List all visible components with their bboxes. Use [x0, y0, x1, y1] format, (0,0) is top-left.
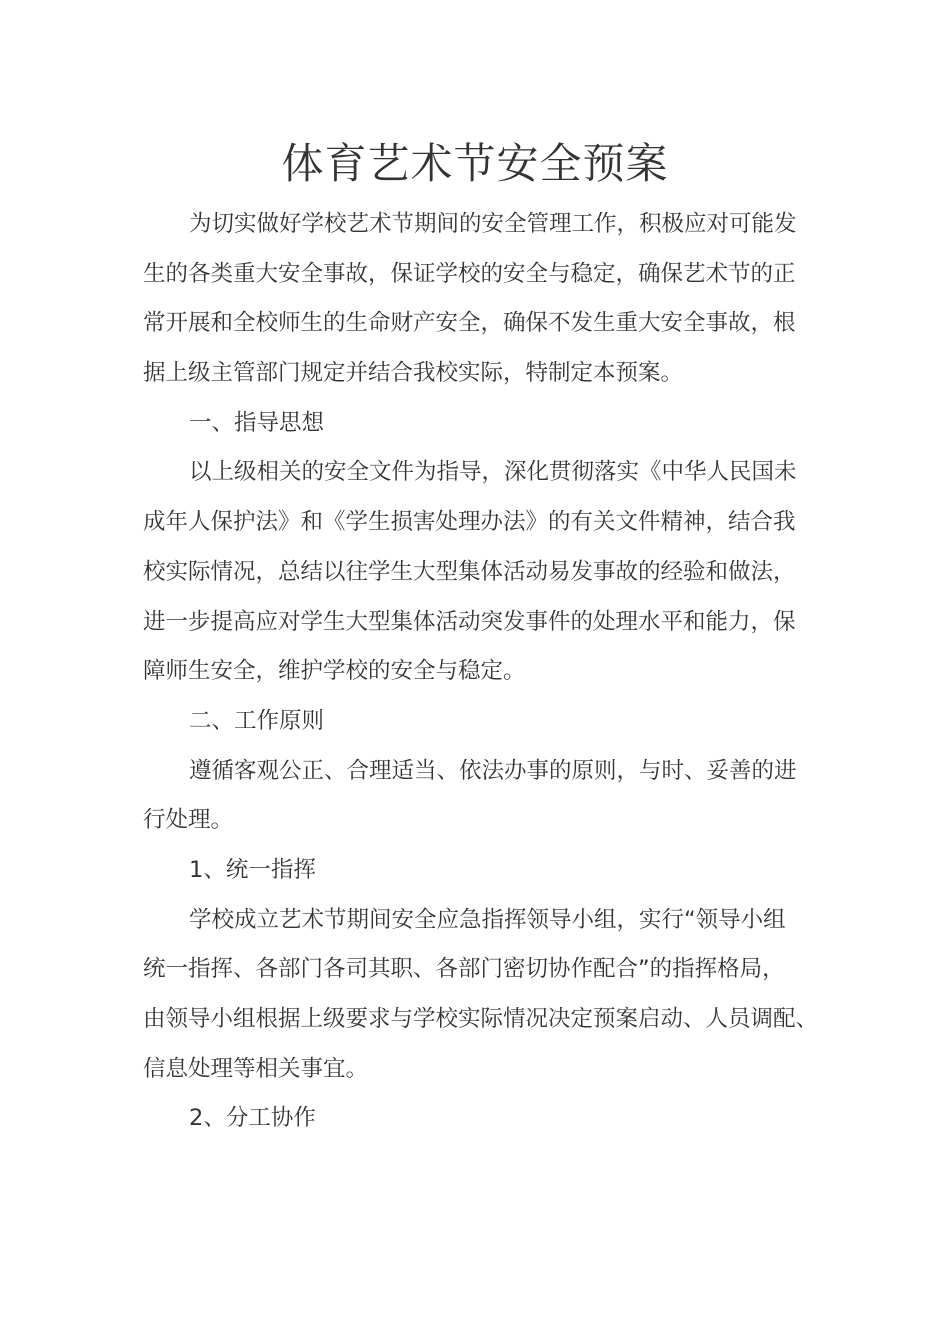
document-title: 体育艺术节安全预案: [281, 139, 669, 188]
guiding-paragraph-line: 以上级相关的安全文件为指导，深化贯彻落实《中华人民国未: [189, 459, 797, 486]
subheading-division-of-labor: 2、分工协作: [189, 1105, 316, 1132]
intro-paragraph-line: 为切实做好学校艺术节期间的安全管理工作，积极应对可能发: [189, 211, 797, 237]
command-paragraph-line: 统一指挥、各部门各司其职、各部门密切协作配合”的指挥格局，: [143, 956, 785, 983]
section-heading-work-principles: 二、工作原则: [189, 707, 325, 734]
subheading-unified-command: 1、统一指挥: [189, 856, 316, 883]
command-paragraph-line: 学校成立艺术节期间安全应急指挥领导小组，实行“领导小组: [189, 906, 786, 933]
guiding-paragraph-line: 进一步提高应对学生大型集体活动突发事件的处理水平和能力，保: [143, 608, 796, 635]
command-paragraph-line: 信息处理等相关事宜。: [143, 1055, 369, 1082]
guiding-paragraph-line: 障师生安全，维护学校的安全与稳定。: [143, 658, 526, 685]
intro-paragraph-line: 生的各类重大安全事故，保证学校的安全与稳定，确保艺术节的正: [143, 260, 796, 287]
guiding-paragraph-line: 校实际情况，总结以往学生大型集体活动易发事故的经验和做法，: [143, 558, 796, 585]
guiding-paragraph-line: 成年人保护法》和《学生损害处理办法》的有关文件精神，结合我: [143, 509, 796, 536]
command-paragraph-line: 由领导小组根据上级要求与学校实际情况决定预案启动、人员调配、: [143, 1006, 819, 1032]
principles-paragraph-line: 行处理。: [143, 807, 234, 834]
section-heading-guiding-ideology: 一、指导思想: [189, 409, 325, 436]
document-body: [143, 200, 819, 1144]
intro-paragraph-line: 据上级主管部门规定并结合我校实际，特制定本预案。: [143, 360, 684, 387]
principles-paragraph-line: 遵循客观公正、合理适当、依法办事的原则，与时、妥善的进: [189, 757, 797, 784]
intro-paragraph-line: 常开展和全校师生的生命财产安全，确保不发生重大安全事故，根: [143, 310, 796, 337]
